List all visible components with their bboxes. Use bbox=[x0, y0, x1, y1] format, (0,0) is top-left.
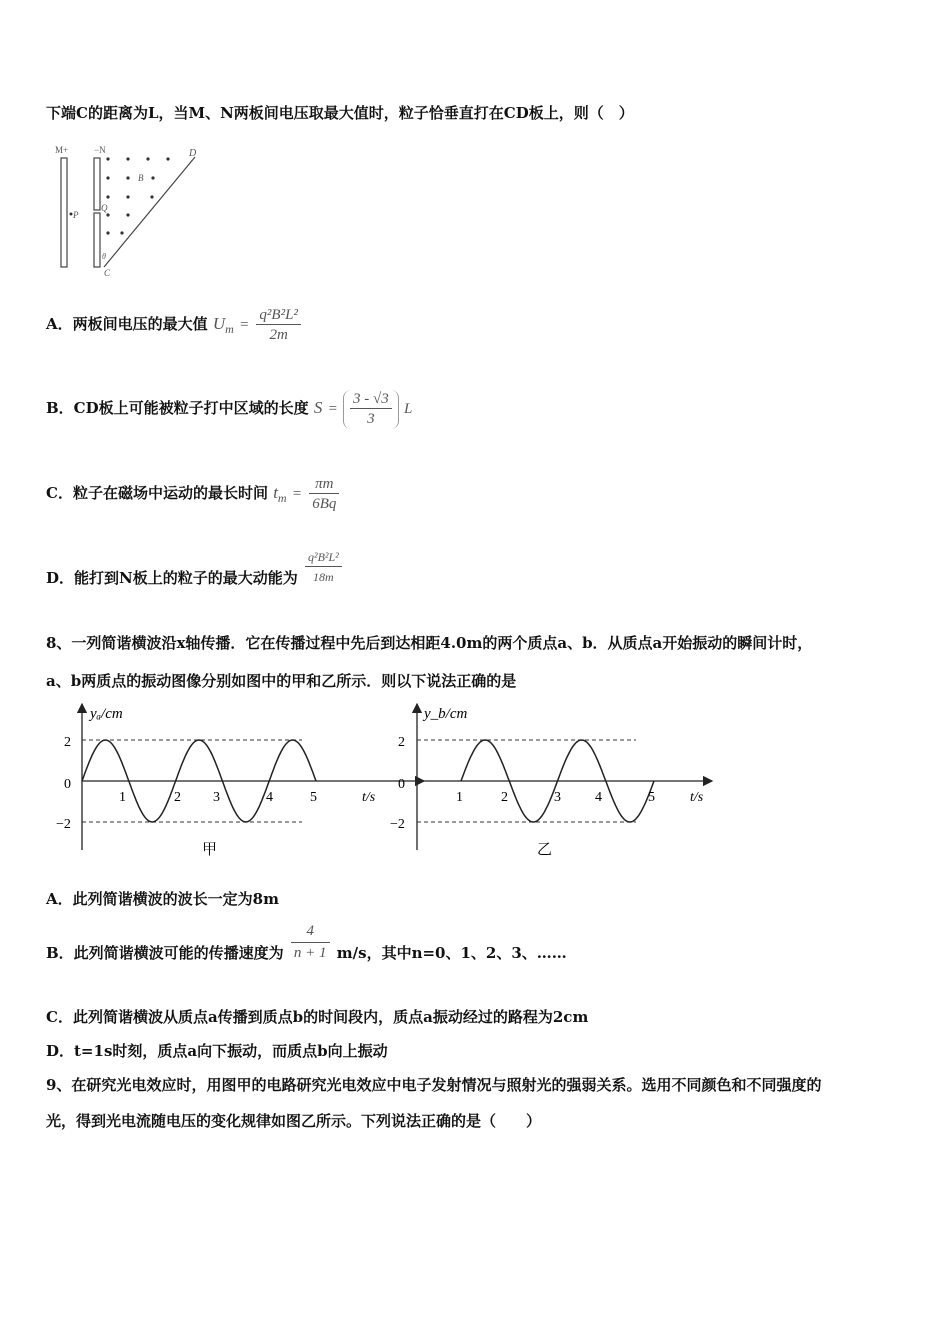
q8-option-b-num: 4 bbox=[291, 920, 330, 943]
q7-option-c-fraction bbox=[309, 475, 339, 514]
plates-magnetic-field-figure bbox=[50, 143, 220, 278]
graph-b-xlabel: t/s bbox=[690, 790, 704, 805]
q7-option-c-sub: m bbox=[277, 491, 287, 505]
q7-option-b-eq: = bbox=[327, 401, 338, 417]
q7-option-d-den: 18m bbox=[313, 570, 334, 584]
graph-b bbox=[390, 704, 712, 858]
q8-option-b-suffix: m/s，其中n=0、1、2、3、…… bbox=[336, 944, 567, 962]
label-d: D bbox=[189, 148, 197, 159]
graph-b-xtick-3: 3 bbox=[554, 790, 561, 805]
q7-option-a-text: A．两板间电压的最大值 bbox=[46, 315, 208, 333]
graph-a-xtick-1: 1 bbox=[119, 790, 126, 805]
question-intro-text: 下端C的距离为L，当M、N两板间电压取最大值时，粒子恰垂直打在CD板上，则（ ） bbox=[46, 104, 634, 122]
plate-n-lower bbox=[94, 213, 100, 267]
plate-m bbox=[61, 158, 67, 267]
q7-option-c bbox=[46, 468, 341, 518]
q8-stem-line1: 8、一列简谐横波沿x轴传播．它在传播过程中先后到达相距4.0m的两个质点a、b．从质点a开始振动的瞬间计时， bbox=[46, 634, 813, 652]
plate-n-upper bbox=[94, 158, 100, 210]
q7-option-a-num: q²B²L² bbox=[256, 306, 301, 325]
graph-a-xtick-3: 3 bbox=[213, 790, 220, 805]
q8-option-b bbox=[46, 920, 567, 970]
q7-option-b-text: B．CD板上可能被粒子打中区域的长度 bbox=[46, 399, 309, 417]
plate-cd bbox=[104, 157, 195, 267]
graph-a-caption: 甲 bbox=[202, 842, 218, 858]
q7-option-b-suffix: L bbox=[403, 401, 413, 417]
q7-option-b-den: 3 bbox=[367, 410, 375, 427]
graph-a bbox=[56, 704, 424, 858]
q7-option-c-text: C．粒子在磁场中运动的最长时间 bbox=[46, 484, 268, 502]
graph-a-ytick-2: 2 bbox=[64, 735, 71, 750]
graph-b-xtick-5: 5 bbox=[648, 790, 655, 805]
graph-b-xtick-4: 4 bbox=[595, 790, 602, 805]
q7-option-d bbox=[46, 548, 344, 598]
graph-a-ytick-0: 0 bbox=[64, 777, 71, 792]
label-q: Q bbox=[101, 203, 108, 213]
q7-option-b-fraction bbox=[350, 390, 392, 429]
label-p: P bbox=[73, 210, 79, 220]
graph-b-ylabel: y_b/cm bbox=[424, 706, 468, 722]
q7-option-a-fraction bbox=[256, 306, 301, 345]
q7-option-d-text: D．能打到N板上的粒子的最大动能为 bbox=[46, 569, 298, 587]
magnetic-field-dots bbox=[106, 157, 169, 234]
graph-a-xtick-4: 4 bbox=[266, 790, 273, 805]
q7-option-c-den: 6Bq bbox=[312, 495, 337, 512]
q7-option-a-var: U bbox=[212, 314, 226, 333]
graph-b-ytick-2: 2 bbox=[398, 735, 405, 750]
label-b: B bbox=[138, 173, 144, 183]
graph-b-caption: 乙 bbox=[537, 842, 553, 858]
label-c: C bbox=[104, 268, 111, 278]
graph-a-xlabel: t/s bbox=[362, 790, 376, 805]
q7-option-a-eq: = bbox=[239, 317, 250, 333]
graph-a-xtick-5: 5 bbox=[310, 790, 317, 805]
graph-a-ytick-neg2: −2 bbox=[56, 817, 71, 832]
q9-stem-line2: 光，得到光电流随电压的变化规律如图乙所示。下列说法正确的是（ ） bbox=[46, 1112, 542, 1130]
q7-option-c-var: t bbox=[273, 483, 278, 502]
graph-b-xtick-1: 1 bbox=[456, 790, 463, 805]
graph-a-xtick-2: 2 bbox=[174, 790, 181, 805]
q7-option-a-sub: m bbox=[225, 322, 234, 336]
q8-option-b-den: n + 1 bbox=[293, 945, 327, 961]
label-n: −N bbox=[94, 145, 106, 155]
q7-option-b bbox=[46, 380, 412, 436]
label-m: M+ bbox=[55, 145, 69, 155]
q8-stem-line2: a、b两质点的振动图像分别如图中的甲和乙所示．则以下说法正确的是 bbox=[46, 672, 517, 690]
q7-option-b-var: S bbox=[313, 398, 323, 417]
graph-b-ytick-neg2: −2 bbox=[390, 817, 405, 832]
q8-option-c: C．此列简谐横波从质点a传播到质点b的时间段内，质点a振动经过的路程为2cm bbox=[46, 1008, 589, 1026]
q8-option-b-fraction bbox=[291, 920, 330, 963]
q8-option-b-text: B．此列简谐横波可能的传播速度为 bbox=[46, 944, 284, 962]
q8-option-a: A．此列简谐横波的波长一定为8m bbox=[46, 890, 279, 908]
q7-option-d-num: q²B²L² bbox=[305, 548, 342, 567]
graph-a-ylabel: yₐ/cm bbox=[90, 706, 123, 722]
graph-b-xtick-2: 2 bbox=[501, 790, 508, 805]
q7-option-a bbox=[46, 300, 303, 348]
q9-stem-line1: 9、在研究光电效应时，用图甲的电路研究光电效应中电子发射情况与照射光的强弱关系。选用不同颜色和不同强度的 bbox=[46, 1076, 822, 1094]
q7-option-c-num: πm bbox=[309, 475, 339, 494]
q7-option-c-eq: = bbox=[291, 486, 302, 502]
label-theta: θ bbox=[102, 252, 106, 261]
q7-option-a-den: 2m bbox=[269, 326, 288, 343]
q7-option-d-fraction bbox=[305, 548, 342, 587]
q7-option-b-num: 3 - √3 bbox=[350, 390, 392, 409]
vibration-graphs bbox=[44, 700, 724, 860]
graph-b-ytick-0: 0 bbox=[398, 777, 405, 792]
q8-option-d: D．t=1s时刻，质点a向下振动，而质点b向上振动 bbox=[46, 1042, 388, 1060]
